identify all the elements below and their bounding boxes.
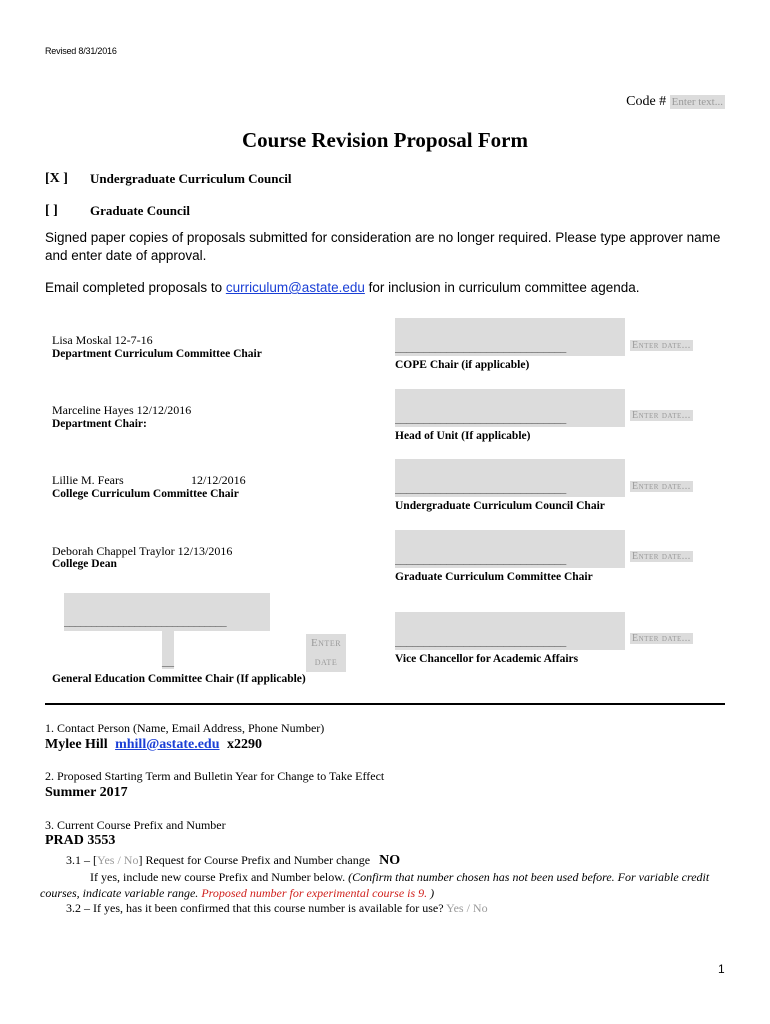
q3-2-text: 3.2 – If yes, has it been confirmed that this course number is available for use? <box>66 901 447 915</box>
gcc-chair-label: Graduate Curriculum Committee Chair <box>395 571 593 583</box>
cope-chair-date-input[interactable]: Enter date... <box>632 340 691 351</box>
code-input[interactable]: Enter text... <box>671 96 723 108</box>
head-of-unit-signature-field[interactable] <box>395 389 625 427</box>
q3-1-line <box>66 853 400 869</box>
gcc-chair-line: ______________________________ <box>395 552 567 566</box>
contact-email-link[interactable]: mhill@astate.edu <box>115 737 220 752</box>
dept-curriculum-chair-signature[interactable]: Lisa Moskal 12-7-16 <box>52 333 153 347</box>
q3-1-note-end: ) <box>427 886 435 900</box>
ucc-chair-label: Undergraduate Curriculum Council Chair <box>395 500 605 512</box>
cope-chair-label: COPE Chair (if applicable) <box>395 359 530 371</box>
college-curriculum-chair-signature[interactable]: Lillie M. Fears <box>52 473 124 487</box>
contact-name: Mylee Hill <box>45 737 108 752</box>
gen-ed-date-input[interactable] <box>306 634 346 672</box>
head-of-unit-label: Head of Unit (If applicable) <box>395 430 531 442</box>
q1-answer[interactable] <box>45 737 262 753</box>
page-title: Course Revision Proposal Form <box>241 128 528 152</box>
college-curriculum-chair-label: College Curriculum Committee Chair <box>52 488 239 500</box>
gen-ed-date-top: Enter <box>310 637 342 649</box>
grad-council-checkbox[interactable]: [ ] <box>45 203 58 218</box>
email-suffix: for inclusion in curriculum committee agenda. <box>364 280 640 295</box>
q3-2-line <box>66 901 488 916</box>
q3-label: 3. Current Course Prefix and Number <box>45 818 226 832</box>
gen-ed-signature-field-2[interactable] <box>162 631 174 669</box>
dept-chair-signature[interactable]: Marceline Hayes 12/12/2016 <box>52 403 192 417</box>
section-divider <box>45 703 725 705</box>
gcc-chair-signature-field[interactable] <box>395 530 625 568</box>
vcaa-line: ______________________________ <box>395 634 567 648</box>
cope-chair-signature-field[interactable] <box>395 318 625 356</box>
q3-1-prefix: 3.1 – [ <box>66 853 97 867</box>
q3-2-choice[interactable]: Yes / No <box>446 901 488 915</box>
gen-ed-signature-line: ______________________________ <box>64 614 227 628</box>
q3-1-suffix: ] Request for Course Prefix and Number change <box>138 853 371 867</box>
page-number: 1 <box>718 962 725 976</box>
contact-phone: x2290 <box>227 737 263 752</box>
gen-ed-date-bottom: date <box>314 656 338 668</box>
q3-1-choice[interactable]: Yes / No <box>97 853 139 867</box>
vcaa-label: Vice Chancellor for Academic Affairs <box>395 653 579 665</box>
q3-1-answer[interactable]: NO <box>379 853 401 868</box>
college-curriculum-chair-date[interactable]: 12/12/2016 <box>191 473 246 487</box>
q3-1-note <box>40 869 720 901</box>
college-dean-signature[interactable]: Deborah Chappel Traylor 12/13/2016 <box>52 544 233 558</box>
vcaa-signature-field[interactable] <box>395 612 625 650</box>
gen-ed-chair-label: General Education Committee Chair (If applicable) <box>52 673 306 685</box>
email-instructions <box>45 280 725 295</box>
ucc-chair-signature-field[interactable] <box>395 459 625 497</box>
revised-date: Revised 8/31/2016 <box>45 46 117 56</box>
undergrad-council-label: Undergraduate Curriculum Council <box>90 171 292 186</box>
college-dean-label: College Dean <box>52 558 117 570</box>
ucc-chair-date-input[interactable]: Enter date... <box>632 481 691 492</box>
code-field <box>626 94 725 110</box>
q3-1-note-text: If yes, include new course Prefix and Number below. <box>90 870 349 884</box>
dept-curriculum-chair-label: Department Curriculum Committee Chair <box>52 348 262 360</box>
q1-label: 1. Contact Person (Name, Email Address, Phone Number) <box>45 721 325 735</box>
email-prefix: Email completed proposals to <box>45 280 226 295</box>
gcc-chair-date-input[interactable]: Enter date... <box>632 551 691 562</box>
dept-chair-label: Department Chair: <box>52 418 147 430</box>
q3-1-note-italic: (Confirm that number chosen has not been used before. For variable credit courses, indicate variable range. <box>40 870 710 900</box>
undergrad-council-checkbox[interactable]: [X ] <box>45 171 68 186</box>
head-of-unit-date-input[interactable]: Enter date... <box>632 410 691 421</box>
cope-chair-line: ______________________________ <box>395 340 567 354</box>
q3-1-note-red: Proposed number for experimental course is 9. <box>201 886 428 900</box>
gen-ed-short-line: __ <box>162 654 174 668</box>
grad-council-label: Graduate Council <box>90 203 191 218</box>
head-of-unit-line: ______________________________ <box>395 411 567 425</box>
q2-label: 2. Proposed Starting Term and Bulletin Year for Change to Take Effect <box>45 769 385 783</box>
ucc-chair-line: ______________________________ <box>395 481 567 495</box>
curriculum-email-link[interactable]: curriculum@astate.edu <box>225 280 365 295</box>
code-label: Code # <box>626 94 667 109</box>
q3-answer[interactable]: PRAD 3553 <box>45 833 116 848</box>
notice-text: Signed paper copies of proposals submitted for consideration are no longer required. Please type approver name and enter date of approval. <box>45 230 721 263</box>
q2-answer[interactable]: Summer 2017 <box>45 785 128 800</box>
vcaa-date-input[interactable]: Enter date... <box>632 633 691 644</box>
gen-ed-signature-field[interactable] <box>64 593 270 631</box>
